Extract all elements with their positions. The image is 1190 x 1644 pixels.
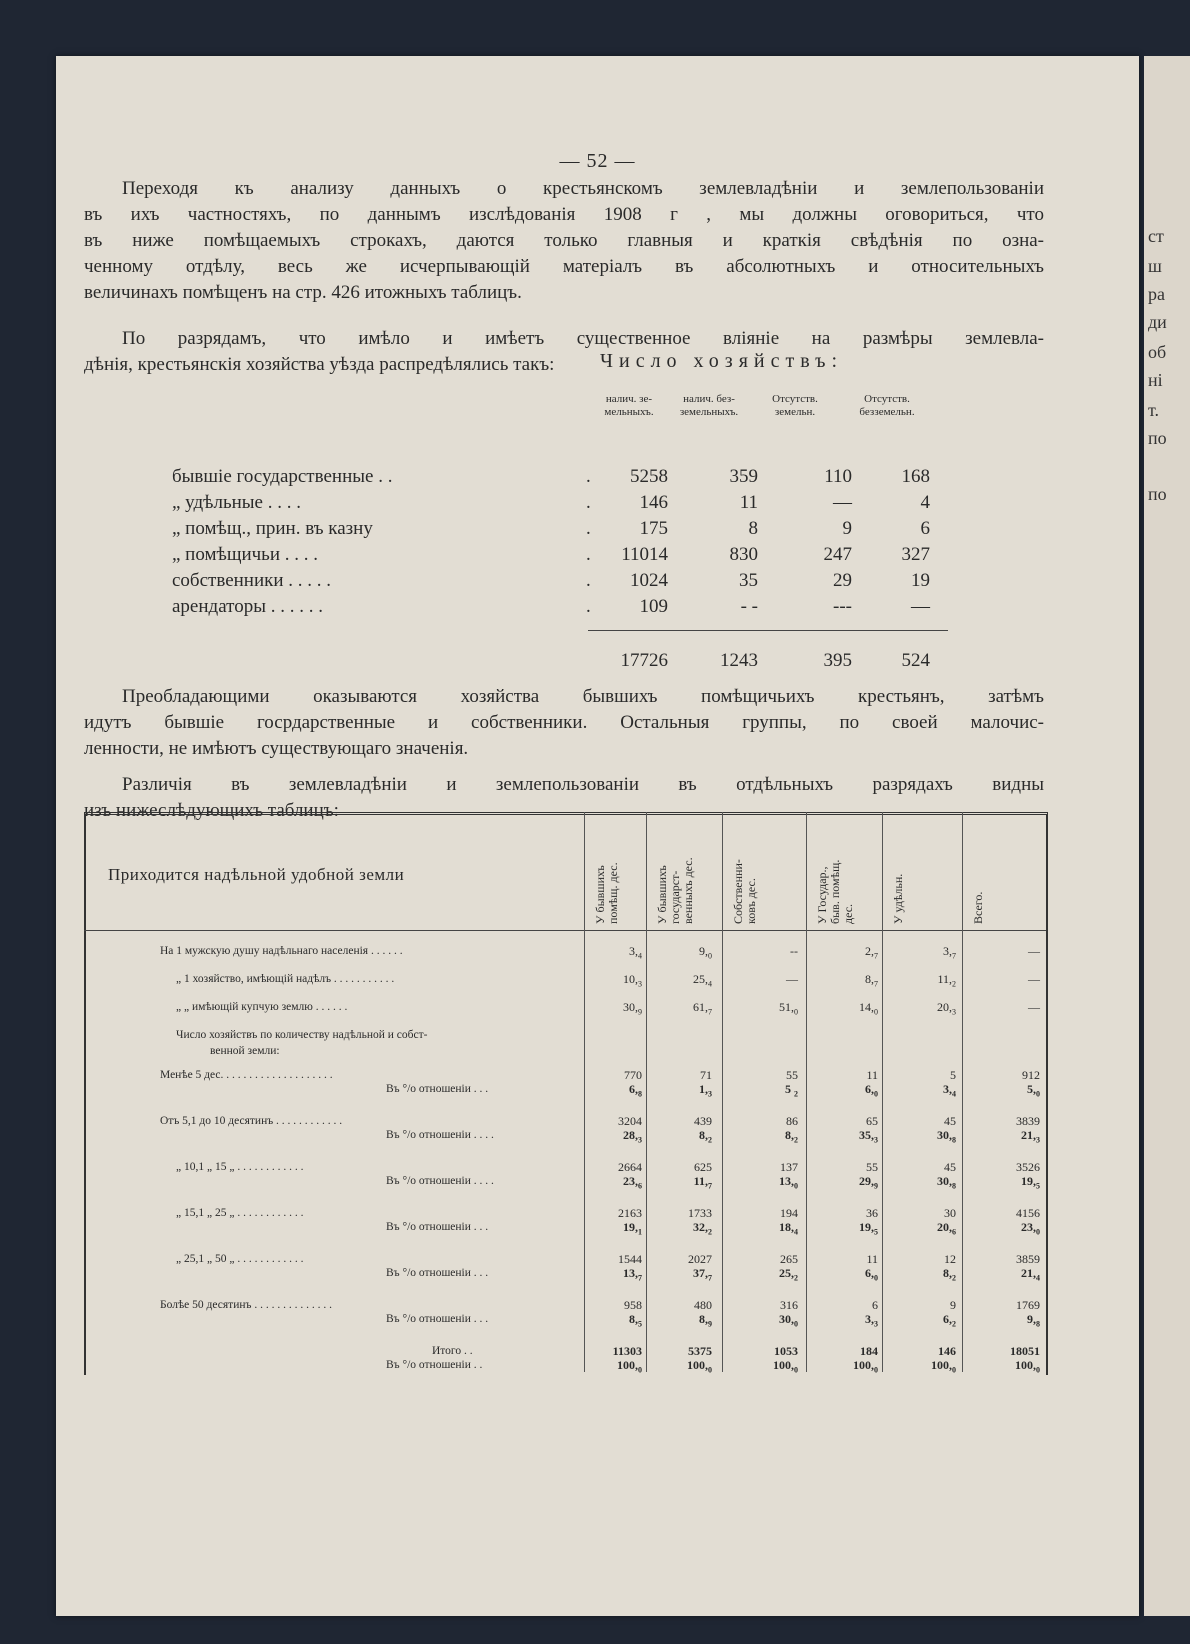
table2-row-label: Отъ 5,1 до 10 десятинъ . . . . . . . . . . . . <box>160 1115 343 1127</box>
paragraph-line: величинахъ помѣщенъ на стр. 426 итожныхъ таблицъ. <box>84 282 522 303</box>
table2-cell: $25,_4$ <box>693 972 712 989</box>
table2-cell: 5 $_2$ <box>785 1082 798 1099</box>
table2-cell: — <box>1028 1000 1040 1014</box>
table2-cell: $29,_9$ <box>859 1174 878 1191</box>
table2-cell: $20,_6$ <box>937 1220 956 1237</box>
table2-cell: $3,_3$ <box>865 1312 878 1329</box>
table2-cell: 1544 <box>618 1252 642 1266</box>
paragraph-3 <box>84 684 1044 762</box>
table2-column-header: Собственни- ковъ дес. <box>731 859 758 924</box>
table2-cell: $9,_0$ <box>699 944 712 961</box>
table2-cell: $8,_2$ <box>785 1128 798 1145</box>
table2-column-header: Всего. <box>971 891 985 924</box>
table2-cell: $10,_3$ <box>623 972 642 989</box>
table2-cell: $23,_0$ <box>1021 1220 1040 1237</box>
table2-percent-label: Въ °/о отношеніи . . . <box>386 1267 489 1279</box>
table2-cell: 18051 <box>1010 1344 1040 1358</box>
table1-column-header: налич. без- земельныхъ. <box>679 393 739 418</box>
table2-cell: 4156 <box>1016 1206 1040 1220</box>
table2-column-rule <box>882 812 883 1372</box>
adjacent-page-text: ш <box>1148 256 1162 276</box>
table2-cell: $11,_2$ <box>937 972 956 989</box>
table2-cell: $100,_0$ <box>931 1358 956 1375</box>
table1-row-leader: . <box>586 518 591 539</box>
table2-percent-label: Въ °/о отношеніи . . . <box>386 1221 489 1233</box>
table1-row-label: „ удѣльные . . . . <box>172 492 301 513</box>
table2-cell: 3526 <box>1016 1160 1040 1174</box>
table2-cell: $14,_0$ <box>859 1000 878 1017</box>
table2-cell: — <box>786 972 798 986</box>
table1-cell: - - <box>740 596 758 617</box>
adjacent-page-text: ст <box>1148 226 1164 246</box>
paragraph-1 <box>84 176 1044 306</box>
table2-cell: 3204 <box>618 1114 642 1128</box>
table2-cell: $9,_8$ <box>1027 1312 1040 1329</box>
table2-cell: 45 <box>944 1160 956 1174</box>
table1-cell: 168 <box>901 466 930 487</box>
table2-cell: 5375 <box>688 1344 712 1358</box>
table2-cell: 6 <box>872 1298 878 1312</box>
table2-cell: $30,_8$ <box>937 1174 956 1191</box>
table2-cell: $21,_3$ <box>1021 1128 1040 1145</box>
table2-cell: 11 <box>866 1252 878 1266</box>
table1-row-leader: . <box>586 570 591 591</box>
table2-cell: $100,_0$ <box>617 1358 642 1375</box>
table2-row-label: Число хозяйствъ по количеству надѣльной и собст- <box>176 1029 428 1041</box>
table2-cell: 3859 <box>1016 1252 1040 1266</box>
table1-row-label: „ помѣщ., прин. въ казну <box>172 518 373 539</box>
table1-cell: 5258 <box>630 466 668 487</box>
table2-cell: $100,_0$ <box>1015 1358 1040 1375</box>
table2-cell: 3839 <box>1016 1114 1040 1128</box>
table1-row-leader: . <box>586 492 591 513</box>
table2-cell: $18,_4$ <box>779 1220 798 1237</box>
adjacent-page-text: по <box>1148 428 1167 448</box>
table1-cell: 6 <box>920 518 930 539</box>
table1-column-header: Отсутств. безземельн. <box>859 393 915 418</box>
table2-cell: -- <box>790 944 798 958</box>
table2-title: Приходится надѣльной удобной земли <box>108 865 405 884</box>
table1-cell: 109 <box>639 596 668 617</box>
table2-cell: $3,_4$ <box>629 944 642 961</box>
table2-row-label: „ 1 хозяйство, имѣющій надѣлъ . . . . . . . . . . . <box>176 973 395 985</box>
table2-cell: 36 <box>866 1206 878 1220</box>
table2-cell: $19,_5$ <box>1021 1174 1040 1191</box>
table2-cell: $19,_5$ <box>859 1220 878 1237</box>
table1-total-cell: 395 <box>823 650 852 671</box>
table2-cell: $37,_7$ <box>693 1266 712 1283</box>
table1-row-label: собственники . . . . . <box>172 570 332 591</box>
table2-cell: $30,_0$ <box>779 1312 798 1329</box>
table2-percent-label: Въ °/о отношеніи . . . . <box>386 1129 494 1141</box>
table2-cell: 265 <box>780 1252 798 1266</box>
table2-cell: 12 <box>944 1252 956 1266</box>
table2-cell: $2,_7$ <box>865 944 878 961</box>
table2-cell: $6,_0$ <box>865 1266 878 1283</box>
table2-cell: 316 <box>780 1298 798 1312</box>
table2-cell: 71 <box>700 1068 712 1082</box>
table2-column-header: У бывшихъ государст- венныхъ дес. <box>655 857 695 924</box>
table1-column-header: налич. зе- мельныхъ. <box>604 393 654 418</box>
table1-cell: — <box>833 492 852 513</box>
table2-cell: $23,_6$ <box>623 1174 642 1191</box>
table2-cell: $51,_0$ <box>779 1000 798 1017</box>
table2-cell: $100,_0$ <box>773 1358 798 1375</box>
table2-cell: $8,_2$ <box>943 1266 956 1283</box>
table2-cell: 1733 <box>688 1206 712 1220</box>
table2-cell: 184 <box>860 1344 878 1358</box>
table1-total-cell: 17726 <box>620 650 668 671</box>
table2-cell: $13,_0$ <box>779 1174 798 1191</box>
paragraph-line: ленности, не имѣютъ существующаго значенія. <box>84 738 469 759</box>
table2-row-label: „ 15,1 „ 25 „ . . . . . . . . . . . . <box>176 1207 304 1219</box>
paragraph-line: ченному отдѣлу, весь же исчерпывающій матеріалъ въ абсолютныхъ и относительныхъ <box>84 256 1044 277</box>
table2-cell: $30,_8$ <box>937 1128 956 1145</box>
paragraph-line: идутъ бывшіе госрдарственные и собственники. Остальныя группы, по своей малочис- <box>84 712 1044 733</box>
table1-cell: 175 <box>639 518 668 539</box>
table2-row-label: На 1 мужскую душу надѣльнаго населенія . . . . . . <box>160 945 403 957</box>
table1-cell: 4 <box>920 492 930 513</box>
table1-row-label: арендаторы . . . . . . <box>172 596 323 617</box>
table2-cell: $32,_2$ <box>693 1220 712 1237</box>
table1-cell: — <box>911 596 930 617</box>
table2-percent-label: Въ °/о отношеніи . . . . <box>386 1175 494 1187</box>
table2-percent-label: Въ °/о отношеніи . . . <box>386 1083 489 1095</box>
table2-cell: $3,_7$ <box>943 944 956 961</box>
table1-cell: 327 <box>901 544 930 565</box>
table2-cell: 86 <box>786 1114 798 1128</box>
table2-row-label: „ 25,1 „ 50 „ . . . . . . . . . . . . <box>176 1253 304 1265</box>
table2-cell: 480 <box>694 1298 712 1312</box>
table2-column-rule <box>722 812 723 1372</box>
table2-cell: $6,_2$ <box>943 1312 956 1329</box>
table2-row-label: Итого . . <box>432 1345 473 1357</box>
table2-cell: $61,_7$ <box>693 1000 712 1017</box>
table2-cell: $11,_7$ <box>693 1174 712 1191</box>
table2-cell: 1769 <box>1016 1298 1040 1312</box>
table2-cell: 2664 <box>618 1160 642 1174</box>
table1-cell: 146 <box>639 492 668 513</box>
table2-cell: 55 <box>786 1068 798 1082</box>
paragraph-line: въ ниже помѣщаемыхъ строкахъ, даются только главныя и краткія свѣдѣнія по озна- <box>84 230 1044 251</box>
table2-row-label: Менѣе 5 дес. . . . . . . . . . . . . . . . . . . . <box>160 1069 333 1081</box>
table1-title: Число хозяйствъ: <box>600 350 844 372</box>
table2-cell: $35,_3$ <box>859 1128 878 1145</box>
table2-cell: 55 <box>866 1160 878 1174</box>
table1-total-cell: 524 <box>901 650 930 671</box>
table2-cell: 45 <box>944 1114 956 1128</box>
table2-cell: 9 <box>950 1298 956 1312</box>
adjacent-page-text: ні <box>1148 370 1163 390</box>
table2-header-rule <box>84 930 1046 931</box>
table2-cell: 439 <box>694 1114 712 1128</box>
table1-cell: 11 <box>739 492 758 513</box>
table2-cell: 30 <box>944 1206 956 1220</box>
table2-cell: $1,_3$ <box>699 1082 712 1099</box>
table2-cell: $6,_0$ <box>865 1082 878 1099</box>
table2-cell: $19,_1$ <box>623 1220 642 1237</box>
table2-cell: $8,_2$ <box>699 1128 712 1145</box>
table2-column-rule <box>646 812 647 1372</box>
table1-cell: 29 <box>833 570 852 591</box>
table2-cell: 2027 <box>688 1252 712 1266</box>
table2-cell: $5,_0$ <box>1027 1082 1040 1099</box>
paragraph-line: въ ихъ частностяхъ, по даннымъ изслѣдованія 1908 г , мы должны оговориться, что <box>84 204 1044 225</box>
table2-cell: $100,_0$ <box>853 1358 878 1375</box>
table1-cell: 9 <box>842 518 852 539</box>
table1-column-header: Отсутств. земельн. <box>772 393 818 418</box>
table2-cell: $30,_9$ <box>623 1000 642 1017</box>
table2-cell: 1053 <box>774 1344 798 1358</box>
paragraph-line: Переходя къ анализу данныхъ о крестьянскомъ землевладѣніи и землепользованіи <box>84 178 1044 199</box>
table1-row-leader: . <box>586 466 591 487</box>
paragraph-2 <box>84 326 1044 378</box>
adjacent-page-text: ди <box>1148 312 1167 332</box>
table2-cell: 137 <box>780 1160 798 1174</box>
table1-total-rule <box>588 630 948 631</box>
table2-cell: $13,_7$ <box>623 1266 642 1283</box>
table2-cell: 958 <box>624 1298 642 1312</box>
table2-cell: $21,_4$ <box>1021 1266 1040 1283</box>
table2-column-header: У Государ., быв. помѣщ. дес. <box>815 859 855 924</box>
table2-cell: $25,_2$ <box>779 1266 798 1283</box>
page-number: — 52 — <box>559 150 636 172</box>
adjacent-page-text: т. <box>1148 400 1160 420</box>
table2-cell: $20,_3$ <box>937 1000 956 1017</box>
paragraph-line: Преобладающими оказываются хозяйства бывшихъ помѣщичьихъ крестьянъ, затѣмъ <box>84 686 1044 707</box>
table1-row-leader: . <box>586 544 591 565</box>
paragraph-line: дѣнія, крестьянскія хозяйства уѣзда распредѣлялись такъ: <box>84 354 555 375</box>
paragraph-line: изъ нижеслѣдующихъ таблицъ: <box>84 800 339 821</box>
table2-cell: — <box>1028 972 1040 986</box>
table1-cell: 247 <box>823 544 852 565</box>
table2-cell: $6,_8$ <box>629 1082 642 1099</box>
table2-cell: $28,_3$ <box>623 1128 642 1145</box>
table2-cell: 5 <box>950 1068 956 1082</box>
table2-cell: $8,_5$ <box>629 1312 642 1329</box>
table1-cell: --- <box>833 596 852 617</box>
table1-total-cell: 1243 <box>720 650 758 671</box>
table2-row-label: „ 10,1 „ 15 „ . . . . . . . . . . . . <box>176 1161 304 1173</box>
table2-column-rule <box>962 812 963 1372</box>
table2-cell: $8,_9$ <box>699 1312 712 1329</box>
table2-cell: 770 <box>624 1068 642 1082</box>
table2-column-header: У удѣльн. <box>891 873 905 924</box>
table2-row-label: „ „ имѣющій купчую землю . . . . . . <box>176 1001 348 1013</box>
table2-cell: 11 <box>866 1068 878 1082</box>
table1-row-label: „ помѣщичьи . . . . <box>172 544 319 565</box>
table2-cell: $100,_0$ <box>687 1358 712 1375</box>
table2-column-header: У бывшихъ помѣщ. дес. <box>593 862 620 924</box>
table2-cell: $3,_4$ <box>943 1082 956 1099</box>
adjacent-page-text: ра <box>1148 284 1165 304</box>
table2-cell: 65 <box>866 1114 878 1128</box>
adjacent-page-text: об <box>1148 342 1167 362</box>
table1-row-leader: . <box>586 596 591 617</box>
table2-cell: $8,_7$ <box>865 972 878 989</box>
table2-cell: 11303 <box>612 1344 642 1358</box>
table1-cell: 110 <box>824 466 852 487</box>
table2-column-rule <box>806 812 807 1372</box>
table2-cell: 2163 <box>618 1206 642 1220</box>
table1-cell: 1024 <box>630 570 668 591</box>
table2-cell: — <box>1028 944 1040 958</box>
table2-row-label: венной земли: <box>210 1045 280 1057</box>
paragraph-line: По разрядамъ, что имѣло и имѣетъ существенное вліяніе на размѣры землевла- <box>84 328 1044 349</box>
table2-row-label: Болѣе 50 десятинъ . . . . . . . . . . . . . . <box>160 1299 332 1311</box>
table2-cell: 146 <box>938 1344 956 1358</box>
table1-cell: 359 <box>729 466 758 487</box>
table1-cell: 11014 <box>621 544 668 565</box>
table1-row-label: бывшіе государственные . . <box>172 466 393 487</box>
table2-cell: 194 <box>780 1206 798 1220</box>
paragraph-line: Различія въ землевладѣніи и землепользованіи въ отдѣльныхъ разрядахъ видны <box>84 774 1044 795</box>
table1-cell: 8 <box>748 518 758 539</box>
table2-cell: 912 <box>1022 1068 1040 1082</box>
table1-cell: 830 <box>729 544 758 565</box>
adjacent-page-text: по <box>1148 484 1167 504</box>
table1-cell: 19 <box>911 570 930 591</box>
table2-cell: 625 <box>694 1160 712 1174</box>
adjacent-page-edge <box>1144 56 1190 1616</box>
table1-cell: 35 <box>739 570 758 591</box>
table2-percent-label: Въ °/о отношеніи . . . <box>386 1313 489 1325</box>
table2-percent-label: Въ °/о отношеніи . . <box>386 1359 483 1371</box>
